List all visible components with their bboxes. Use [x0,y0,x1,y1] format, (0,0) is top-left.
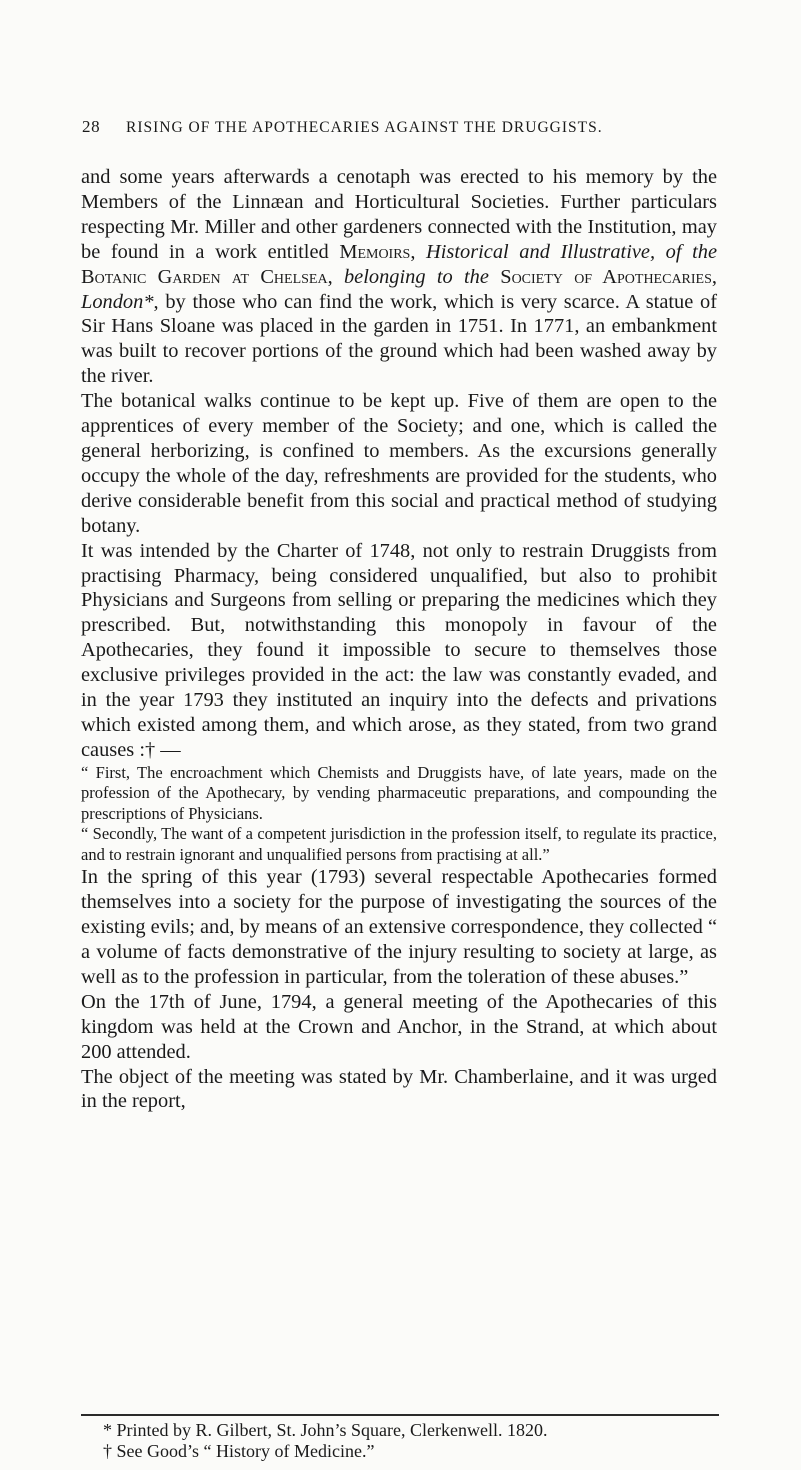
body-text [81,165,717,1114]
page-number: 28 [82,117,101,136]
paragraph-meeting-object: The object of the meeting was stated by Mr. Chamberlaine, and it was urged in the report, [81,1065,717,1113]
text-run-society: Society of Apothecaries, [500,265,717,288]
running-head [82,117,732,137]
text-run-belonging: belonging to the [332,265,501,288]
paragraph-cenotaph [81,165,717,389]
quote-second-cause: “ Secondly, The want of a competent jurisdiction in the profession itself, to regulate its practice, and to restrain ignorant and unqualified persons from practising at all.” [81,824,717,864]
footnote-printer: * Printed by R. Gilbert, St. John’s Square, Clerkenwell. 1820. [103,1420,548,1440]
running-title: RISING OF THE APOTHECARIES AGAINST THE DRUGGISTS. [126,119,603,136]
paragraph-charter: It was intended by the Charter of 1748, not only to restrain Druggists from practising Pharmacy, being considered unqualified, but also to prohibit Physicians and Surgeons from selling or preparing the medicines which they prescribed. But, notwithstanding this monopoly in favour of the Apothecaries, they found it impossible to secure to themselves those exclusive privileges provided in the act: the law was constantly evaded, and in the year 1793 they instituted an inquiry into the defects and privations which existed among them, and which arose, as they stated, from two grand causes :† — [81,539,717,761]
paragraph-general-meeting: On the 17th of June, 1794, a general meeting of the Apothecaries of this kingdom was held at the Crown and Anchor, in the Strand, at which about 200 attended. [81,990,717,1063]
quote-first-cause: “ First, The encroachment which Chemists and Druggists have, of late years, made on the profession of the Apothecary, by vending pharmaceutic preparations, and compounding the prescriptions of Physicians. [81,762,717,823]
text-run-memoirs: Memoirs, [339,240,416,263]
footnote-rule [81,1414,719,1416]
text-run-historical: Historical and Illustrative, of the [415,240,717,263]
text-run: , by those who can find the work, which is very scarce. A statue of Sir Hans Sloane was placed in the garden in 1751. In 1771, an embankment was built to recover portions of the ground which had been washed away by the river. [81,290,717,388]
paragraph-spring-1793: In the spring of this year (1793) several respectable Apothecaries formed themselves into a society for the purpose of investigating the sources of the existing evils; and, by means of an extensive correspondence, they collected “ a volume of facts demonstrative of the injury resulting to society at large, as well as to the profession in particular, from the toleration of these abuses.” [81,866,717,988]
text-run: and some years afterwards a cenotaph was erected to his memory by the Members of the Linnæan and Horticultural Societies. Further particulars respecting Mr. Miller and other gardeners connected with the Institution, may be found in a work entitled [81,166,717,263]
footnote-source: † See Good’s “ History of Medicine.” [103,1441,375,1461]
paragraph-botanical-walks: The botanical walks continue to be kept up. Five of them are open to the apprentices of every member of the Society; and one, which is called the general herborizing, is confined to members. As the excursions generally occupy the whole of the day, refreshments are provided for the students, who derive considerable benefit from this social and practical method of studying botany. [81,390,717,537]
text-run-botanic-garden: Botanic Garden at Chelsea, [81,265,333,288]
footnotes [81,1420,721,1462]
text-run-london: London* [81,290,154,313]
